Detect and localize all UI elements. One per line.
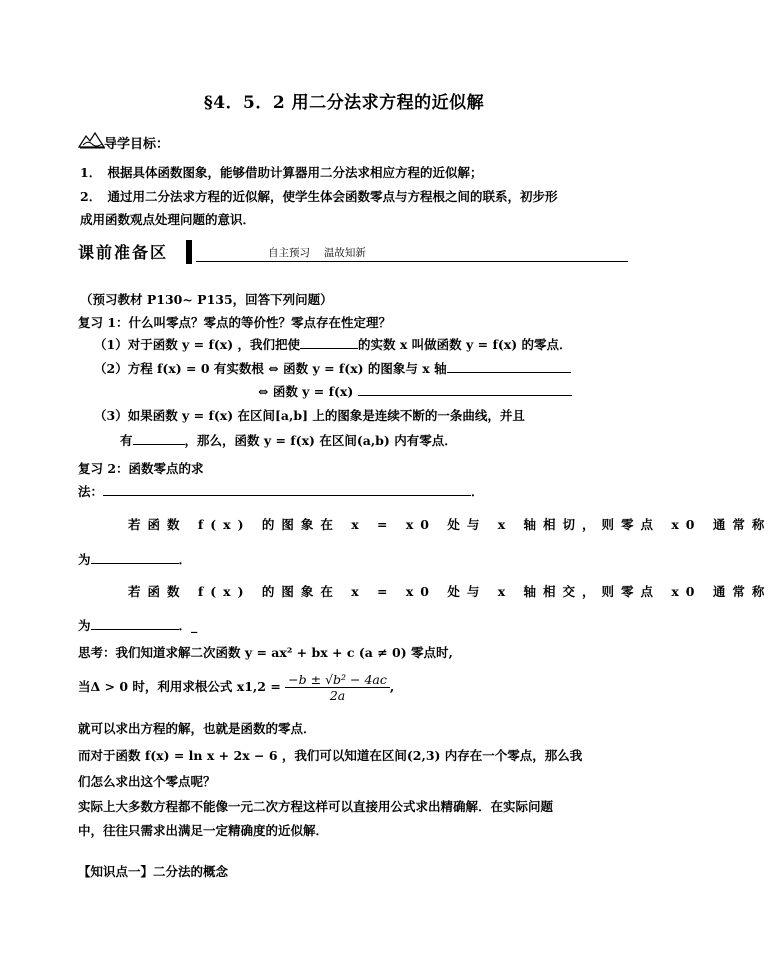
goal-2-cont: 成用函数观点处理问题的意识． bbox=[80, 212, 256, 227]
blank-5[interactable] bbox=[103, 483, 471, 496]
actual-line-cont: 中，往往只需求出满足一定精确度的近似解． bbox=[78, 823, 329, 838]
question-2-a: （2）方程 f(x) = 0 有实数根 ⇔ 函数 y = f(x) 的图象与 x 轴 bbox=[94, 361, 447, 376]
question-2-b: ⇔ 函数 y = f(x) bbox=[258, 384, 354, 399]
cross-end-label: 为 bbox=[78, 618, 91, 633]
section-subtitle: 自主预习 温故知新 bbox=[268, 247, 366, 259]
blank-7[interactable] bbox=[91, 617, 179, 630]
question-1-a: （1）对于函数 y = f(x) ，我们把使 bbox=[94, 337, 301, 352]
solve-line: 就可以求出方程的解，也就是函数的零点． bbox=[78, 721, 316, 736]
question-3-c: ，那么，函数 y = f(x) 在区间(a,b) 内有零点． bbox=[184, 433, 457, 448]
section-title: 课前准备区 bbox=[78, 243, 169, 262]
blank-2[interactable] bbox=[447, 360, 571, 373]
goals-header-label: 导学目标： bbox=[104, 137, 170, 152]
formula-line bbox=[78, 672, 394, 703]
root-formula bbox=[285, 672, 390, 703]
blank-3[interactable] bbox=[358, 383, 572, 396]
log-line-cont: 们怎么求出这个零点呢？ bbox=[78, 774, 216, 789]
review-2: 复习 2：函数零点的求 bbox=[78, 461, 204, 476]
preview-note: （预习教材 P130~ P135，回答下列问题） bbox=[80, 292, 333, 307]
formula-suffix: , bbox=[389, 679, 395, 694]
formula-numerator: −b ± √b² − 4ac bbox=[285, 672, 390, 688]
page-title: §4．5．2 用二分法求方程的近似解 bbox=[203, 93, 485, 113]
blank-6[interactable] bbox=[91, 551, 179, 564]
blank-4[interactable] bbox=[133, 432, 185, 445]
log-line: 而对于函数 f(x) = ln x + 2x − 6 ，我们可以知道在区间(2,3) 内存在一个零点，那么我 bbox=[78, 748, 583, 763]
question-1-b: 的实数 x 叫做函数 y = f(x) 的零点． bbox=[358, 337, 572, 352]
goal-2: 2． 通过用二分法求方程的近似解，使学生体会函数零点与方程根之间的联系，初步形 bbox=[80, 189, 558, 204]
question-2 bbox=[94, 359, 571, 377]
method-line: 法： ． bbox=[78, 484, 484, 499]
actual-line: 实际上大多数方程都不能像一元二次方程这样可以直接用公式求出精确解．在实际问题 bbox=[78, 799, 554, 814]
review-1: 复习 1：什么叫零点？零点的等价性？零点存在性定理？ bbox=[78, 315, 392, 330]
cross-line: 若函数 f(x) 的图象在 x = x0 处与 x 轴相交，则零点 x0 通常称 bbox=[128, 584, 771, 599]
section-rule bbox=[196, 261, 628, 262]
question-3-cont bbox=[120, 431, 457, 449]
tangent-end-label: 为 bbox=[78, 552, 91, 567]
section-bar bbox=[186, 240, 192, 264]
section-banner bbox=[78, 240, 630, 266]
question-3-b: 有 bbox=[120, 433, 133, 448]
mountain-logo-icon bbox=[78, 128, 106, 150]
tangent-end: 为 ． bbox=[78, 552, 192, 567]
formula-prefix: 当Δ > 0 时，利用求根公式 x1,2 = bbox=[78, 679, 281, 694]
tangent-line: 若函数 f(x) 的图象在 x = x0 处与 x 轴相切，则零点 x0 通常称 bbox=[128, 517, 771, 532]
knowledge-point-heading: 【知识点一】二分法的概念 bbox=[78, 864, 229, 879]
question-1 bbox=[94, 335, 571, 353]
cross-end: 为 ．_ bbox=[78, 618, 198, 633]
question-2-cont bbox=[258, 382, 572, 400]
method-label: 法： bbox=[78, 484, 104, 499]
goal-1: 1． 根据具体函数图象，能够借助计算器用二分法求相应方程的近似解； bbox=[80, 165, 483, 180]
formula-denominator: 2a bbox=[329, 688, 346, 703]
think-line: 思考：我们知道求解二次函数 y = ax² + bx + c (a ≠ 0) 零点时, bbox=[78, 645, 453, 660]
question-3: （3）如果函数 y = f(x) 在区间[a,b] 上的图象是连续不断的一条曲线，并且 bbox=[94, 408, 525, 423]
blank-1[interactable] bbox=[300, 336, 358, 349]
